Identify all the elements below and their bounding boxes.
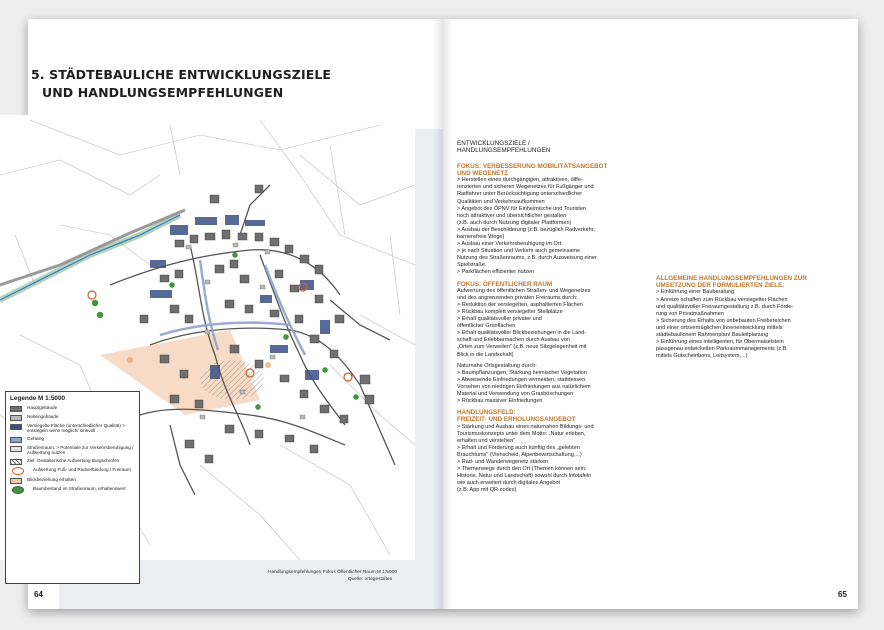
map-caption: Handlungsempfehlungen Fokus Öffentlicher Raum M 1:5000 xyxy=(268,570,397,575)
section-text-line: (z.B. auch durch Nutzung digitaler Plattformen) xyxy=(457,219,572,226)
general-text-line: mittels Gutscheinbons, Leitsystem,...) xyxy=(656,353,748,360)
section-heading: FOKUS: VERBESSERUNG MOBILITÄTSANGEBOT UND WEGENETZ xyxy=(457,162,608,178)
goals-column xyxy=(457,140,652,499)
general-text-line: > Sicherung des Erhalts von unbebauten Freibereichen xyxy=(656,317,791,324)
section-text-line: Nutzung des Straßenraums, z.B. durch Ausweisung einer xyxy=(457,255,597,262)
section-text-line: > Rückbau massiver Einfriedungen xyxy=(457,398,543,405)
legend-item xyxy=(10,477,135,484)
section-text-line: > Erhalt qualitätsvoller Blickbeziehungen in die Land- xyxy=(457,330,587,337)
general-text-line: städtebaulichem Rahmenplan/ Bauleitplanung xyxy=(656,331,769,338)
legend-label: Nebengebäude xyxy=(27,414,59,419)
section-text-line: > Parkflächen effizienter nutzen xyxy=(457,269,535,276)
general-text-line: > Anreize schaffen zum Rückbau versiegelter Flächen xyxy=(656,296,788,303)
legend-swatch xyxy=(10,459,22,465)
section-text-line: und des angrenzenden privaten Freiraums durch: xyxy=(457,294,578,301)
section-text-line: renzierten und sicheren Wegenetzes für Fußgänger und xyxy=(457,184,594,191)
column-heading xyxy=(457,140,652,155)
goal-section xyxy=(457,363,652,406)
page-number-left: 64 xyxy=(34,590,43,599)
chapter-title-line-1: 5. STÄDTEBAULICHE ENTWICKLUNGSZIELE xyxy=(31,67,332,82)
page-number-right: 65 xyxy=(838,590,847,599)
legend-label: Baumbestand im Straßenraum, erhaltenswert xyxy=(33,485,126,491)
goal-section xyxy=(457,163,652,277)
general-text-line: und qualitätsvoller Freiraumgestaltung z.B. durch Förde- xyxy=(656,303,794,310)
general-text-line: und einer ortsverträglichen Innenentwicklung mittels xyxy=(656,324,783,331)
general-text-line: > Einführung eines intelligenten, für Obermaiselstein xyxy=(656,339,784,346)
section-text-line: Qualitäten und Verkehrsaufkommen xyxy=(457,198,545,205)
section-text-line: > Themenwege durch den Ort (Themen können sein: xyxy=(457,466,587,473)
legend-label: Gehweg xyxy=(27,435,45,441)
legend-swatch xyxy=(10,406,22,412)
goal-sections xyxy=(457,163,652,495)
section-text-line: > Herstellen eines durchgängigen, attraktiven, diffe- xyxy=(457,177,583,184)
section-heading: FOKUS: ÖFFENTLICHER RAUM xyxy=(457,280,553,288)
section-text-line: Tourismuskonzepts unter dem Motto: „Natur erleben, xyxy=(457,430,586,437)
general-text-line: > Einführung einer Bauberatung xyxy=(656,289,735,296)
legend-item xyxy=(10,423,135,434)
legend-items xyxy=(10,405,135,494)
section-text-line: Blick in die Landschaft) xyxy=(457,351,514,358)
section-text-line: „Orten zum Verweilen" (z.B. neue Sitzgelegenheit mit xyxy=(457,344,587,351)
legend-item xyxy=(10,414,135,421)
section-text-line: > Baumpflanzungen, Stärkung heimischer Vegetation xyxy=(457,369,587,376)
legend-swatch xyxy=(10,424,22,430)
goal-section xyxy=(457,409,652,494)
chapter-title-line-2: UND HANDLUNGSEMPFEHLUNGEN xyxy=(42,85,284,100)
section-text-line: > Ausbau einer Verkehrsberuhigung im Ort xyxy=(457,241,562,248)
section-text-line: Brauchtums" (Viehscheid, Alpenbewirtschaftung,...) xyxy=(457,452,582,459)
section-heading: HANDLUNGSFELD: FREIZEIT- UND ERHOLUNGSANGEBOT xyxy=(457,409,576,424)
legend-swatch xyxy=(10,446,22,452)
section-text-line: > Rad- und Wanderwegenetz stärken xyxy=(457,459,549,466)
section-text-line: Vorsehen von niedrigen Einfriedungen aus natürlichem xyxy=(457,383,591,390)
legend-title: Legende M 1:5000 xyxy=(10,395,66,402)
section-text-line: Naturnahe Ortsgestaltung durch: xyxy=(457,362,537,369)
legend-item xyxy=(10,486,135,494)
section-text-line: barrierefreie Wege) xyxy=(457,233,505,240)
legend-label: Aufwertung Fuß- und Radverbindung / Freiraum xyxy=(33,466,131,472)
section-text-line: > Abweisende Einfriedungen vermeiden, stattdessen xyxy=(457,376,586,383)
legend-item xyxy=(10,458,135,465)
general-recommendations-heading: ALLGEMEINE HANDLUNGSEMPFEHLUNGEN ZUR UMSETZUNG DER FORMULIERTEN ZIELE: xyxy=(656,275,807,290)
column-heading-line: ENTWICKLUNGSZIELE / xyxy=(457,140,530,147)
legend-swatch xyxy=(10,478,22,484)
general-recommendations-column xyxy=(656,275,831,360)
legend-label: Straßenraum, > Potentiale zur Verkehrsberuhigung / Aufwertung nutzen xyxy=(27,444,134,456)
legend-label: Hauptgebäude xyxy=(27,405,58,410)
legend-label: Blickbeziehung erhalten xyxy=(27,476,76,482)
section-text-line: > Erhalt qualitätsvoller privater und xyxy=(457,316,542,323)
section-text-line: > Erhalt und Förderung auch künftig des „gelebten xyxy=(457,444,580,451)
section-text-line: Spielstraße. xyxy=(457,262,487,269)
section-text-line: Radfahrer unter Berücksichtigung unterschiedlicher xyxy=(457,191,583,198)
section-text-line: > Stärkung und Ausbau eines naturnahen Bildungs- und xyxy=(457,423,594,430)
section-text-line: schaft und Erlebbarmachen durch Ausbau von xyxy=(457,337,570,344)
legend-swatch xyxy=(10,415,22,421)
section-text-line: Historie, Natur und Landschaft) sowohl durch Infotafeln xyxy=(457,473,592,480)
map-source: Quelle: ortegestalten xyxy=(348,577,393,582)
general-recommendations-list xyxy=(656,289,831,360)
legend-swatch xyxy=(12,486,24,494)
section-text-line: wie auch erweitert durch digitales Angebot xyxy=(457,480,561,487)
section-text-line: > Angebot des ÖPNV für Einheimische und Touristen xyxy=(457,205,587,212)
section-text-line: Aufwertung des öffentlichen Straßen- und Wegenetzes xyxy=(457,287,591,294)
column-heading-line: HANDLUNGSEMPFEHLUNGEN xyxy=(457,147,551,155)
section-text-line: öffentlicher Grünflächen xyxy=(457,323,516,330)
map-legend xyxy=(5,391,140,584)
legend-swatch xyxy=(12,467,24,475)
section-text-line: noch attraktiver und übersichtlicher gestalten xyxy=(457,212,567,219)
goal-section xyxy=(457,281,652,359)
section-text-line: > Ausbau der Beschilderung (z.B. bezüglich Radverkehr, xyxy=(457,226,595,233)
section-text-line: > Reduktion der versiegelten, asphaltierten Flächen xyxy=(457,301,583,308)
section-text-line: > Rückbau komplett versiegelter Stellplätze xyxy=(457,309,563,316)
legend-swatch xyxy=(10,437,22,443)
section-text-line: (z.B. App mit QR-codes) xyxy=(457,487,517,494)
legend-item xyxy=(10,467,135,475)
legend-label: Ziel: Gestalterische Aufwertung Burgschrofen xyxy=(27,457,120,463)
legend-item xyxy=(10,436,135,443)
general-text-line: rung von Privatmaßnahmen xyxy=(656,310,724,317)
chapter-title xyxy=(31,66,331,102)
legend-item xyxy=(10,445,135,456)
legend-item xyxy=(10,405,135,412)
section-text-line: Material und Verwendung von Grasböschungen xyxy=(457,391,574,398)
legend-label: Versiegelte Fläche (unterschiedlicher Qualität) > entsiegeln wenn möglich/ sinnvoll xyxy=(27,423,125,434)
general-text-line: passgenau entwickelten Parkraummanagements (z.B. xyxy=(656,346,788,353)
section-text-line: > je nach Situation und Verkehr auch gemeinsame xyxy=(457,248,581,255)
section-text-line: erhalten und verstehen" xyxy=(457,437,516,444)
